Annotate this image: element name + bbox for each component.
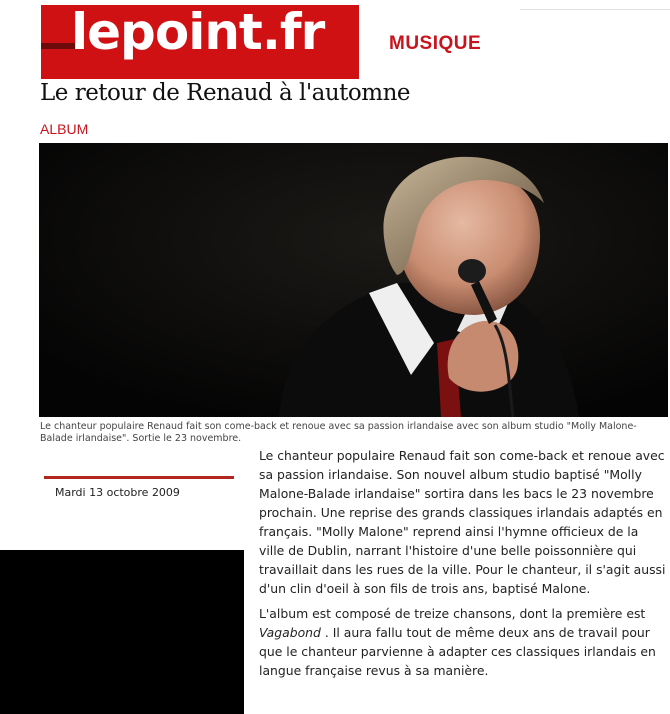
song-title: Vagabond	[259, 625, 321, 640]
section-label[interactable]: MUSIQUE	[389, 33, 482, 54]
singer-illustration	[39, 143, 668, 417]
ad-placeholder	[0, 550, 244, 714]
photo-caption: Le chanteur populaire Renaud fait son come-back et renoue avec sa passion irlandaise avec son album studio "Molly Malone-Balade irlandaise". Sortie le 23 novembre.	[40, 421, 637, 444]
paragraph	[259, 604, 667, 680]
paragraph: Le chanteur populaire Renaud fait son come-back et renoue avec sa passion irlandaise. Son nouvel album studio baptisé "Molly Malone-Balade irlandaise" sortira dans les bacs le 23 novembre prochain. Une reprise des grands classiques irlandais adaptés en français. "Molly Malone" reprend ainsi l'hymne officieux de la ville de Dublin, narrant l'histoire d'une belle poissonnière qui travaillait dans les rues de la ville. Pour le chanteur, il s'agit aussi d'un clin d'oeil à son fils de trois ans, baptisé Malone.	[259, 448, 666, 596]
article-date: Mardi 13 octobre 2009	[55, 486, 180, 499]
article-photo	[39, 143, 668, 417]
page-title: Le retour de Renaud à l'automne	[40, 80, 411, 106]
top-divider	[520, 9, 670, 10]
logo-text: lepoint.fr	[71, 3, 325, 61]
article-kicker: ALBUM	[40, 121, 89, 137]
paragraph-text: . Il aura fallu tout de même deux ans de travail pour que le chanteur parvienne à adapter ces classiques irlandais en langue française revus à sa manière.	[259, 625, 656, 678]
site-logo[interactable]	[41, 5, 359, 79]
date-divider	[44, 476, 234, 479]
article-body	[259, 446, 667, 686]
paragraph-text: L'album est composé de treize chansons, dont la première est	[259, 606, 646, 621]
